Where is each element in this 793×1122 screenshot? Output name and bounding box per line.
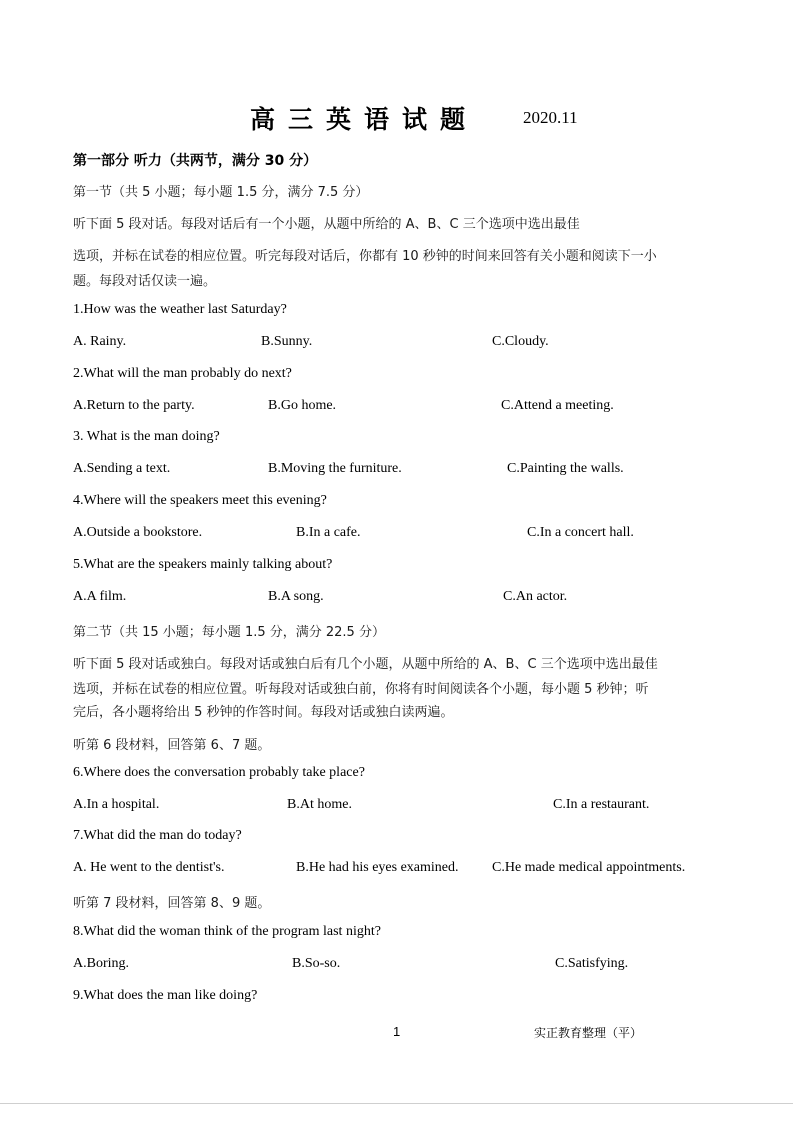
q4-option-b: B.In a cafe. (296, 525, 361, 540)
question-8: 8.What did the woman think of the program last night? (73, 924, 381, 939)
question-1: 1.How was the weather last Saturday? (73, 302, 287, 317)
q2-option-b: B.Go home. (268, 398, 337, 413)
footer-note: 实正教育整理（平） (534, 1026, 643, 1040)
title-row (0, 100, 793, 136)
question-5: 5.What are the speakers mainly talking about? (73, 557, 333, 572)
section1-instruction-line: 题。每段对话仅读一遍。 (73, 274, 217, 289)
q4-option-a: A.Outside a bookstore. (73, 525, 203, 540)
q5-option-b: B.A song. (268, 589, 324, 604)
question-9: 9.What does the man like doing? (73, 988, 258, 1003)
bottom-divider (0, 1103, 793, 1104)
q6-option-a: A.In a hospital. (73, 797, 160, 812)
q8-option-a: A.Boring. (73, 956, 129, 971)
question-7: 7.What did the man do today? (73, 828, 242, 843)
q5-option-a: A.A film. (73, 589, 127, 604)
section2-instruction-line: 完后，各小题将给出 5 秒钟的作答时间。每段对话或独白读两遍。 (73, 705, 454, 720)
material-6-note: 听第 6 段材料，回答第 6、7 题。 (73, 738, 271, 753)
q6-option-b: B.At home. (287, 797, 352, 812)
q8-option-c: C.Satisfying. (555, 956, 629, 971)
material-7-note: 听第 7 段材料，回答第 8、9 题。 (73, 896, 271, 911)
q5-option-c: C.An actor. (503, 589, 568, 604)
q7-option-c: C.He made medical appointments. (492, 860, 686, 875)
question-3: 3. What is the man doing? (73, 429, 220, 444)
q7-option-a: A. He went to the dentist's. (73, 860, 225, 875)
exam-date: 2020.11 (523, 108, 578, 127)
q7-option-b: B.He had his eyes examined. (296, 860, 459, 875)
q2-option-a: A.Return to the party. (73, 398, 195, 413)
q3-option-c: C.Painting the walls. (507, 461, 624, 476)
section1-instruction-line: 选项，并标在试卷的相应位置。听完每段对话后，你都有 10 秒钟的时间来回答有关小题和阅读下一小 (73, 249, 657, 264)
q1-option-c: C.Cloudy. (492, 334, 549, 349)
q2-option-c: C.Attend a meeting. (501, 398, 614, 413)
section2-heading: 第二节（共 15 小题；每小题 1.5 分，满分 22.5 分） (73, 625, 385, 640)
q3-option-b: B.Moving the furniture. (268, 461, 402, 476)
q4-option-c: C.In a concert hall. (527, 525, 634, 540)
section2-instruction-line: 选项，并标在试卷的相应位置。听每段对话或独白前，你将有时间阅读各个小题，每小题 5 秒钟；听 (73, 682, 649, 697)
section1-heading: 第一节（共 5 小题；每小题 1.5 分，满分 7.5 分） (73, 185, 369, 200)
page-number: 1 (393, 1024, 401, 1039)
q6-option-c: C.In a restaurant. (553, 797, 650, 812)
q1-option-b: B.Sunny. (261, 334, 313, 349)
exam-title: 高三英语试题 (250, 105, 479, 134)
question-2: 2.What will the man probably do next? (73, 366, 292, 381)
question-6: 6.Where does the conversation probably take place? (73, 765, 365, 780)
q8-option-b: B.So-so. (292, 956, 341, 971)
q1-option-a: A. Rainy. (73, 334, 127, 349)
question-4: 4.Where will the speakers meet this evening? (73, 493, 327, 508)
section1-instruction-line: 听下面 5 段对话。每段对话后有一个小题，从题中所给的 A、B、C 三个选项中选出最佳 (73, 217, 580, 232)
q3-option-a: A.Sending a text. (73, 461, 171, 476)
part1-heading: 第一部分 听力（共两节，满分 30 分） (73, 153, 318, 169)
section2-instruction-line: 听下面 5 段对话或独白。每段对话或独白后有几个小题，从题中所给的 A、B、C 三个选项中选出最佳 (73, 657, 658, 672)
